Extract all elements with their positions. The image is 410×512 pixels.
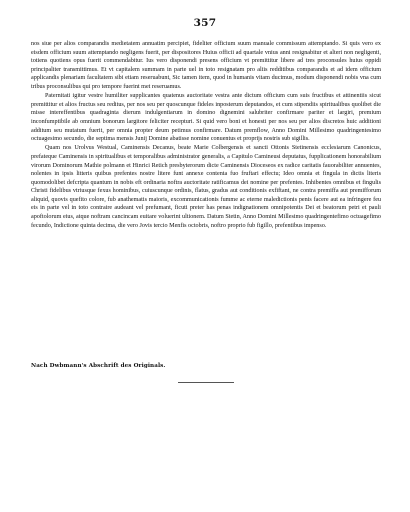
paragraph-1: nos siue per alios comparandis medietatem annuatim percipiet, fideliter officium suum manuale commissum attemptando. Si quis vero ex eisdem officium suum attemptando negligens fuerit, per dispositores Huius officii ad quartale vnius anni resignabitur et alteri non negligenti, totiens quotiens opus fuerit commendabitur. Ius vero disponendi presens officium vt premittitur libere ad tres proconsules huius oppidi principaliter transmittimus. Et vt capitalem summam in parte uel in toto resignatam pro aliis redditibus comparandis et ad idem officium applicandis plenariam facultatem sibi etiam reseruabunt, Sic tamen item, quod in humanis vitam ducimus, modum disponendi nobis vna cum tribus proconsulibus qui pro tempore fuerint met reseruamus. bbox=[31, 41, 381, 90]
paragraph-2: Paternitati igitur vestre humiliter supplicantes quatenus auctoritate vestra ante dictum officium cum suis fructibus et attinentiis sicut premittitur et alios fructus seu reditus, per nos seu per quoscunque fideles inposterum deputandos, et cum stipendiis spiritualibus quolibet die misse intereffentibus quadraginta dierum indulgentiarum in domino dignemini salubriter confirmare pariter et largiri, premium inconfumptibile ab omnium bonorum largitore feliciter recepturi. Si quid vero boni et honesti per nos seu per alios discretos huic additioni additum seu mutatum fuerit, per omnia propter deum petimus confirmare. Datum premflow, Anno Domini Millesimo quadringentesimo octuagesimo secundo, die septima mensis Junij Domine abatisse nomine conuentus et proprijs nostris sub sigillis. bbox=[31, 93, 381, 143]
page-number: 357 bbox=[193, 17, 217, 29]
source-note: Nach Dwbmann's Abschrift des Originals. bbox=[31, 363, 166, 369]
section-divider bbox=[178, 382, 234, 383]
paragraph-3: Quam nos Urolvus Westual, Caminensis Decanus, beate Marie Colbergensis et sancti Ottonis Stetinensis ecclesiarum Canonicus, prefateque Caminensis in spiritualibus et temporalibus administrator generalis, a Capitulo Camineusi deputatus, fupplicationem honorabilium virorum Dominorum Mathie polmann et Hinrici Retich presbyterorum dicte Caminensis Dioceseos ex radice caritatis fauorabiliter annuentes, nolentes in ipsis litteris quibus prefentes nostre litere funt annexe contenta fuo fruftari effectu; Ideo omnia et fingula in dictis literis quomodolibet defcripta quantum in nobis eft ordinaria noftra auctoritate ratificamus dei nomine per prefentes. Inhibentes omnibus et fingulis Christi fidelibus vtriusque fexus hominibus, cuiuscunque ordinis, flatus, gradus aut conditionis exfiftant, ne contra premiffa aut premifforum aliquid, quovis quefito colore, fub anathematis maioris, excommunicationis fumme ac eterne maledictionis penis facere aut ea infringere feu eis in parte vel in toto contraire audeant vel prefumant, ficuti preter has penas indignationem omnipotentis Dei et beatorum petri et pauli apoftolorum eius, atque noftram cancincam euitare voluerint ultionem. Datum Stetin, Anno Domini Millesimo quadringentefimo octuagefimo fecundo, Indictione quinta decima, die vero Jovis tercio Menfis octobris, noftro proprio fub figillo, prefentibus impenso. bbox=[31, 145, 381, 229]
body-text bbox=[31, 40, 381, 230]
